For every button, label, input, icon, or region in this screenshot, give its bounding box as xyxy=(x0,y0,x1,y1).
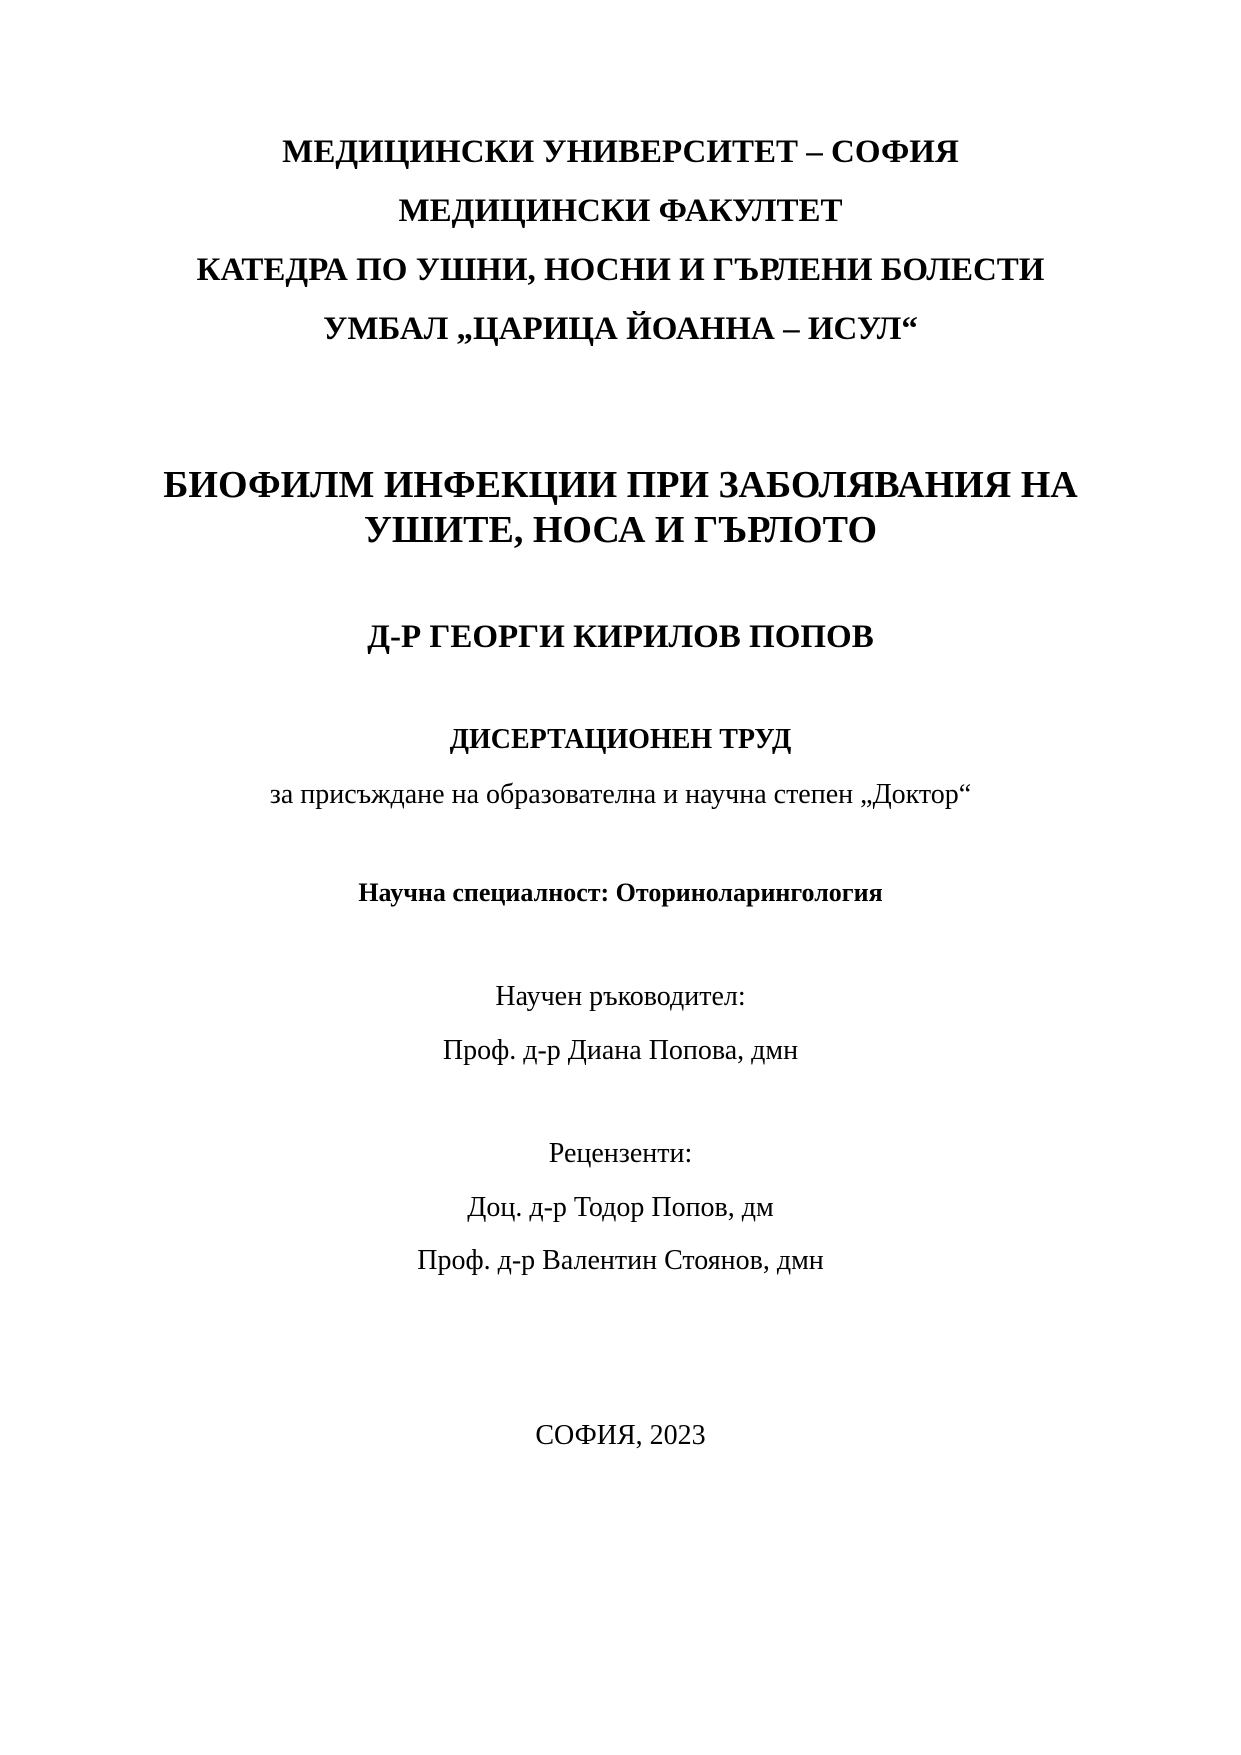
scientific-specialty: Научна специалност: Оториноларингология xyxy=(358,878,883,907)
supervisor-label: Научен ръководител: xyxy=(495,981,746,1012)
place-and-year: СОФИЯ, 2023 xyxy=(535,1420,706,1451)
reviewer-name: Проф. д-р Валентин Стоянов, дмн xyxy=(417,1245,824,1276)
department-name: КАТЕДРА ПО УШНИ, НОСНИ И ГЪРЛЕНИ БОЛЕСТИ xyxy=(196,252,1045,288)
reviewer-name: Доц. д-р Тодор Попов, дм xyxy=(467,1192,774,1223)
thesis-title-line-2: УШИТЕ, НОСА И ГЪРЛОТО xyxy=(363,509,878,551)
dissertation-heading: ДИСЕРТАЦИОНЕН ТРУД xyxy=(449,724,792,755)
hospital-name: УМБАЛ „ЦАРИЦА ЙОАННА – ИСУЛ“ xyxy=(323,311,918,347)
reviewers-label: Рецензенти: xyxy=(548,1138,693,1169)
thesis-title-line-1: БИОФИЛМ ИНФЕКЦИИ ПРИ ЗАБОЛЯВАНИЯ НА xyxy=(163,464,1078,506)
university-name: МЕДИЦИНСКИ УНИВЕРСИТЕТ – СОФИЯ xyxy=(282,134,959,170)
degree-purpose: за присъждане на образователна и научна степен „Доктор“ xyxy=(269,779,972,810)
supervisor-name: Проф. д-р Диана Попова, дмн xyxy=(442,1035,799,1066)
author-name: Д-Р ГЕОРГИ КИРИЛОВ ПОПОВ xyxy=(367,619,874,655)
faculty-name: МЕДИЦИНСКИ ФАКУЛТЕТ xyxy=(398,193,843,229)
